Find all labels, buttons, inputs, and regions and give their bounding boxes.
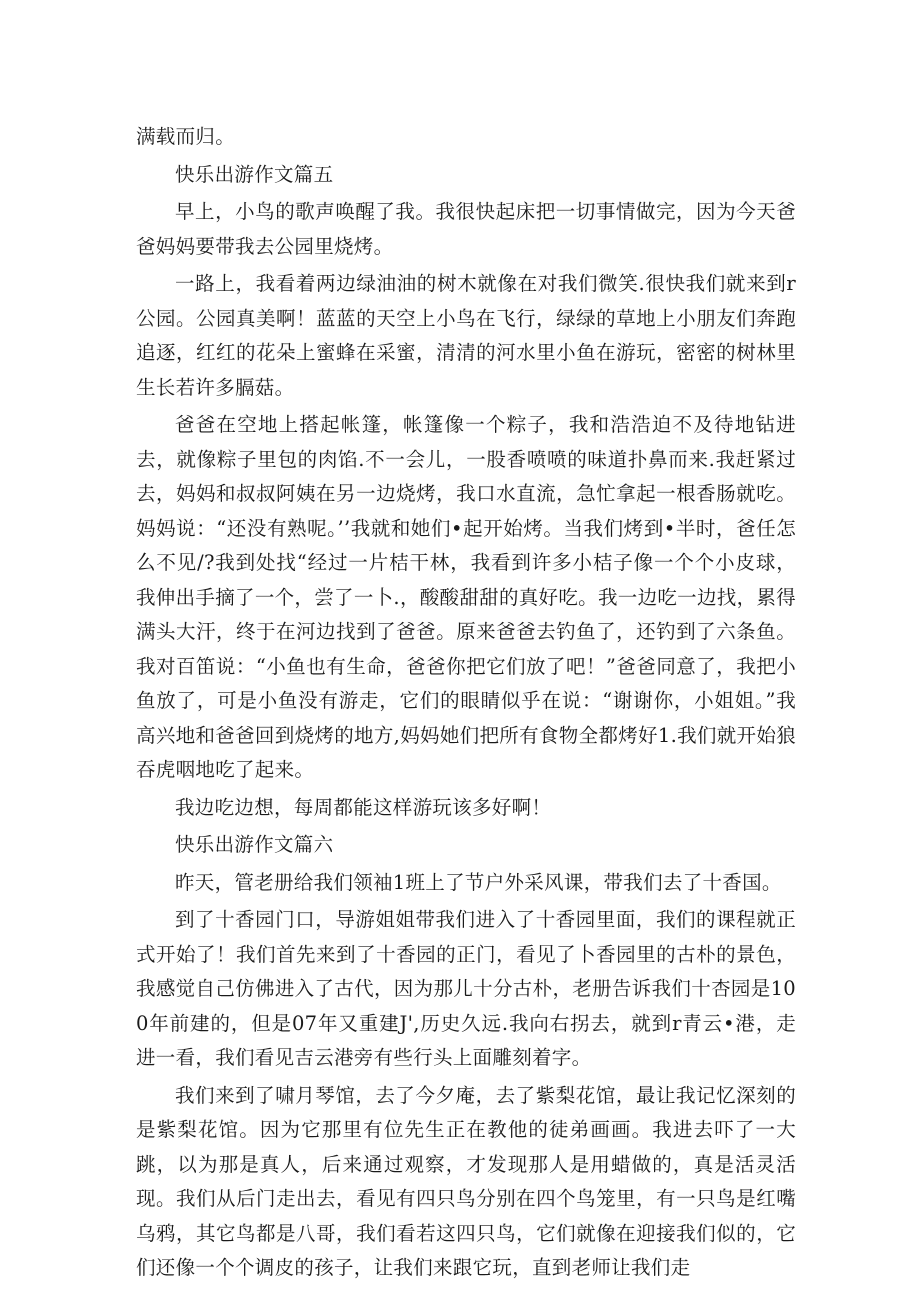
section-heading-five: 快乐出游作文篇五 <box>175 162 334 186</box>
paragraph: 爸爸在空地上搭起帐篷，帐篷像一个粽子，我和浩浩迫不及待地钻进去，就像粽子里包的肉馅.不一会儿，一股香喷喷的味道扑鼻而来.我赶紧过去，妈妈和叔叔阿姨在另一边烧烤，我口水直流，急忙拿起一根香肠就吃。妈妈说：“还没有熟呢。’’我就和她们•起开始烤。当我们烤到•半时，爸任怎么不见/?我到处找“经过一片桔干林，我看到许多小桔子像一个个小皮球，我伸出手摘了一个，尝了一卜.，酸酸甜甜的真好吃。我一边吃一边找，累得满头大汗，终于在河边找到了爸爸。原来爸爸去钓鱼了，还钓到了六条鱼。我对百笛说：“小鱼也有生命，爸爸你把它们放了吧！”爸爸同意了，我把小鱼放了，可是小鱼没有游走，它们的眼睛似乎在说：“谢谢你，小姐姐。”我高兴地和爸爸回到烧烤的地方,妈妈她们把所有食物全都烤好1.我们就开始狼吞虎咽地吃了起来。 <box>136 413 796 781</box>
paragraph: 昨天，管老册给我们领袖1班上了节户外采风课，带我们去了十香国。 <box>175 870 782 894</box>
paragraph: 一路上，我看着两边绿油油的树木就像在对我们微笑.很快我们就来到r公园。公园真美啊！蓝蓝的天空上小鸟在飞行，绿绿的草地上小朋友们奔跑追逐，红红的花朵上蜜蜂在采蜜，清清的河水里小鱼在游玩，密密的树林里生长若许多膈菇。 <box>136 272 796 399</box>
paragraph: 到了十香园门口，导游姐姐带我们进入了十香园里面，我们的课程就正式开始了！我们首先来到了十香园的正门，看见了卜香园里的古朴的景色，我感觉自己仿佛进入了古代，因为那儿十分古朴，老册告诉我们十杏园是100年前建的，但是07年又重建J',历史久远.我向右拐去，就到r青云•港，走进一看，我们看见吉云港旁有些行头上面雕刻着字。 <box>136 908 796 1069</box>
paragraph: 早上，小鸟的歌声唤醒了我。我很快起床把一切事情做完，因为今天爸爸妈妈要带我去公园里烧烤。 <box>136 200 796 258</box>
paragraph-continued: 满载而归。 <box>136 125 236 148</box>
essay-body <box>136 120 796 1289</box>
section-heading-six: 快乐出游作文篇六 <box>175 833 334 856</box>
paragraph: 我边吃边想，每周都能这样游玩该多好啊！ <box>175 795 552 819</box>
paragraph: 我们来到了啸月琴馆，去了今夕庵，去了紫梨花馆，最让我记忆深刻的是紫梨花馆。因为它那里有位先生正在教他的徒弟画画。我进去吓了一大跳，以为那是真人，后来通过观察，才发现那人是用蜡做的，真是活灵活现。我们从后门走出去，看见有四只鸟分别在四个鸟笼里，有一只鸟是红嘴乌鸦，其它鸟都是八哥，我们看若这四只鸟，它们就像在迎接我们似的，它们还像一个个调皮的孩子，让我们来跟它玩，直到老师让我们走 <box>136 1083 796 1279</box>
